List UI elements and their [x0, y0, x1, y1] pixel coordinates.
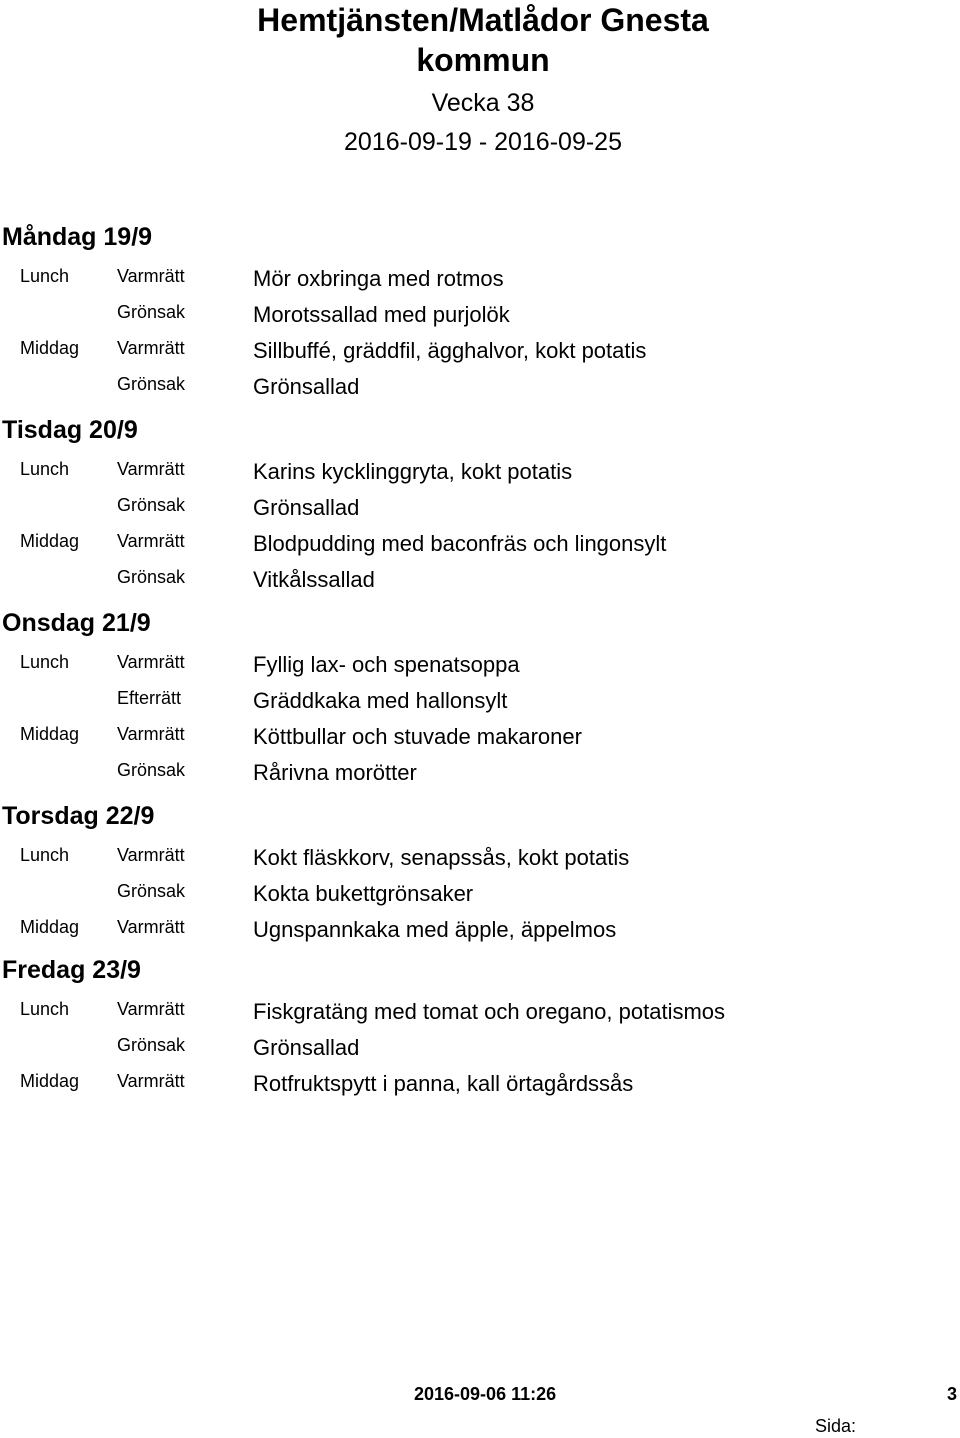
day-section — [0, 801, 960, 955]
day-title: Tisdag 20/9 — [2, 416, 138, 444]
dish-name: Mör oxbringa med rotmos — [253, 266, 504, 291]
day-title: Torsdag 22/9 — [2, 802, 155, 830]
dish-name: Kokta bukettgrönsaker — [253, 881, 474, 906]
menu-row — [0, 485, 960, 521]
day-title: Måndag 19/9 — [2, 223, 153, 251]
menu-row — [0, 557, 960, 593]
meal-label: Middag — [20, 338, 80, 358]
dish-name: Köttbullar och stuvade makaroner — [253, 724, 582, 749]
dish-name: Vitkålssallad — [253, 567, 375, 592]
day-spacer — [0, 786, 960, 801]
meal-label: Lunch — [20, 652, 70, 672]
dish-name: Karins kycklinggryta, kokt potatis — [253, 459, 573, 484]
dish-name: Ugnspannkaka med äpple, äppelmos — [253, 917, 617, 942]
menu-row — [0, 642, 960, 678]
meal-label: Lunch — [20, 999, 70, 1019]
day-title: Onsdag 21/9 — [2, 609, 151, 637]
day-section — [0, 222, 960, 415]
day-title: Fredag 23/9 — [2, 956, 141, 984]
document-title — [0, 0, 960, 80]
meal-label: Middag — [20, 724, 80, 744]
dish-name: Gräddkaka med hallonsylt — [253, 688, 508, 713]
menu-row — [0, 871, 960, 907]
menu-row — [0, 835, 960, 871]
course-label: Efterrätt — [117, 688, 182, 708]
meal-label: Middag — [20, 531, 80, 551]
week-label: Vecka 38 — [431, 89, 535, 117]
menu-row — [0, 292, 960, 328]
course-label: Grönsak — [117, 495, 186, 515]
day-spacer — [0, 400, 960, 415]
course-label: Grönsak — [117, 1035, 186, 1055]
menu-row — [0, 364, 960, 400]
dish-name: Fiskgratäng med tomat och oregano, potatismos — [253, 999, 726, 1024]
menu-row — [0, 714, 960, 750]
menu-row — [0, 678, 960, 714]
dish-name: Sillbuffé, gräddfil, ägghalvor, kokt potatis — [253, 338, 647, 363]
course-label: Varmrätt — [117, 845, 185, 865]
dish-name: Morotssallad med purjolök — [253, 302, 510, 327]
course-label: Grönsak — [117, 881, 186, 901]
day-spacer — [0, 943, 960, 955]
dish-name: Blodpudding med baconfräs och lingonsylt — [253, 531, 667, 556]
menu-row — [0, 989, 960, 1025]
course-label: Grönsak — [117, 302, 186, 322]
date-range: 2016-09-19 - 2016-09-25 — [344, 128, 622, 156]
meal-label: Lunch — [20, 459, 70, 479]
course-label: Varmrätt — [117, 652, 185, 672]
menu-row — [0, 521, 960, 557]
course-label: Varmrätt — [117, 724, 185, 744]
menu-row — [0, 750, 960, 786]
day-section — [0, 955, 960, 1097]
menu-days — [0, 222, 960, 1097]
dish-name: Kokt fläskkorv, senapssås, kokt potatis — [253, 845, 630, 870]
page-number: 3 — [947, 1384, 958, 1404]
page-label: Sida: — [815, 1416, 857, 1436]
day-section — [0, 415, 960, 608]
course-label: Grönsak — [117, 567, 186, 587]
course-label: Varmrätt — [117, 999, 185, 1019]
menu-row — [0, 1025, 960, 1061]
dish-name: Rårivna morötter — [253, 760, 417, 785]
menu-row — [0, 1061, 960, 1097]
course-label: Varmrätt — [117, 1071, 185, 1091]
title-line-2: kommun — [416, 42, 550, 78]
course-label: Varmrätt — [117, 338, 185, 358]
meal-label: Middag — [20, 917, 80, 937]
dish-name: Grönsallad — [253, 374, 360, 399]
title-line-1: Hemtjänsten/Matlådor Gnesta — [257, 2, 709, 38]
menu-row — [0, 907, 960, 943]
dish-name: Fyllig lax- och spenatsoppa — [253, 652, 520, 677]
meal-label: Middag — [20, 1071, 80, 1091]
dish-name: Rotfruktspytt i panna, kall örtagårdssås — [253, 1071, 634, 1096]
course-label: Grönsak — [117, 374, 186, 394]
menu-row — [0, 449, 960, 485]
menu-row — [0, 328, 960, 364]
dish-name: Grönsallad — [253, 1035, 360, 1060]
course-label: Grönsak — [117, 760, 186, 780]
course-label: Varmrätt — [117, 266, 185, 286]
meal-label: Lunch — [20, 266, 70, 286]
document-header — [0, 0, 960, 157]
dish-name: Grönsallad — [253, 495, 360, 520]
course-label: Varmrätt — [117, 459, 185, 479]
meal-label: Lunch — [20, 845, 70, 865]
printed-timestamp: 2016-09-06 11:26 — [414, 1384, 557, 1404]
day-section — [0, 608, 960, 801]
course-label: Varmrätt — [117, 917, 185, 937]
course-label: Varmrätt — [117, 531, 185, 551]
day-spacer — [0, 593, 960, 608]
menu-row — [0, 256, 960, 292]
